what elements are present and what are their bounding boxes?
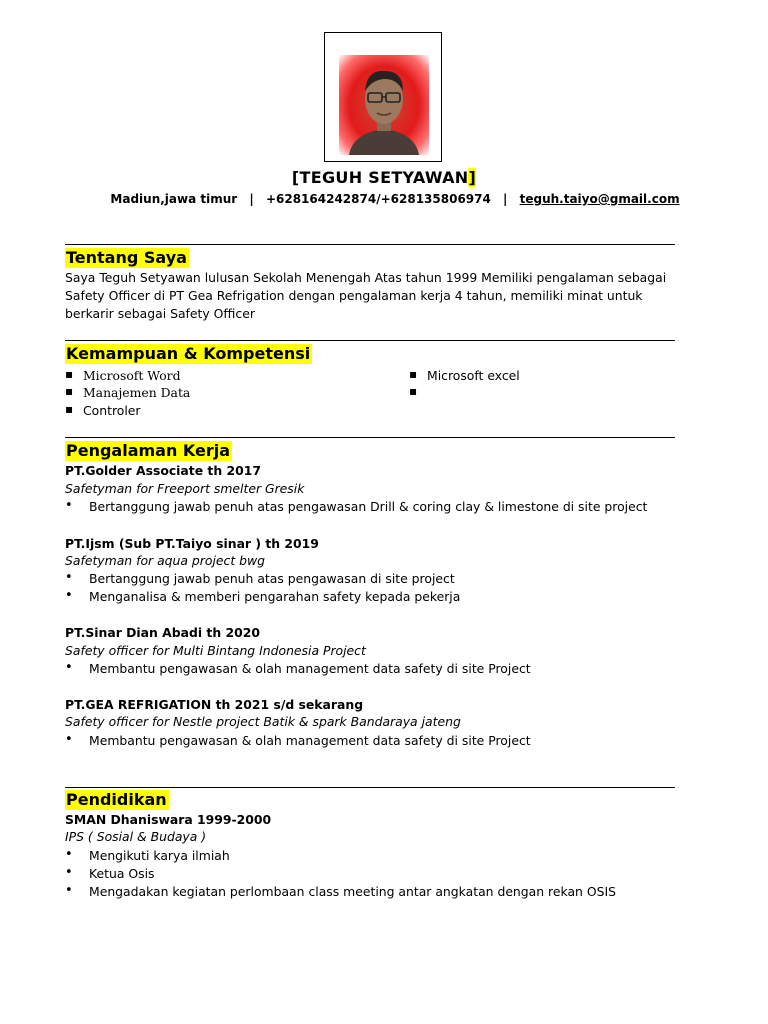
education-item: Mengikuti karya ilmiah (89, 848, 230, 863)
section-divider (65, 437, 675, 438)
round-bullet-icon: • (65, 865, 73, 880)
about-section-title: Tentang Saya (66, 248, 187, 267)
round-bullet-icon: • (65, 883, 73, 898)
round-bullet-icon: • (65, 732, 73, 747)
skill-item: Microsoft Word (83, 368, 181, 383)
job-company: PT.GEA REFRIGATION th 2021 s/d sekarang (65, 697, 364, 712)
contact-separator: | (503, 192, 508, 206)
section-divider (65, 340, 675, 341)
job-company: PT.Sinar Dian Abadi th 2020 (65, 625, 260, 640)
round-bullet-icon: • (65, 588, 73, 603)
education-major: IPS ( Sosial & Budaya ) (65, 829, 207, 844)
contact-separator: | (249, 192, 254, 206)
square-bullet-icon: ▪ (409, 384, 418, 398)
section-divider (65, 787, 675, 788)
round-bullet-icon: • (65, 570, 73, 585)
skill-item: Controler (83, 403, 141, 418)
candidate-name-line (0, 168, 768, 187)
education-item: Mengadakan kegiatan perlombaan class meeting antar angkatan dengan rekan OSIS (89, 884, 616, 899)
education-item: Ketua Osis (89, 866, 155, 881)
job-task: Membantu pengawasan & olah management data safety di site Project (89, 733, 531, 748)
section-divider (65, 244, 675, 245)
job-role: Safetyman for aqua project bwg (65, 553, 265, 568)
round-bullet-icon: • (65, 847, 73, 862)
square-bullet-icon: ▪ (409, 367, 418, 381)
contact-location: Madiun,jawa timur (110, 192, 238, 206)
contact-email-link[interactable]: teguh.taiyo@gmail.com (519, 192, 680, 206)
job-company: PT.Ijsm (Sub PT.Taiyo sinar ) th 2019 (65, 536, 319, 551)
candidate-name: TEGUH SETYAWAN (299, 168, 469, 187)
profile-photo (339, 55, 429, 155)
job-task: Menganalisa & memberi pengarahan safety kepada pekerja (89, 589, 461, 604)
experience-section-title: Pengalaman Kerja (66, 441, 231, 460)
job-role: Safety officer for Multi Bintang Indonesia Project (65, 643, 366, 658)
skills-section-title: Kemampuan & Kompetensi (66, 344, 311, 363)
education-section-title: Pendidikan (66, 790, 167, 809)
name-bracket-open: [ (291, 168, 300, 187)
job-task: Bertanggung jawab penuh atas pengawasan di site project (89, 571, 455, 586)
job-company: PT.Golder Associate th 2017 (65, 463, 261, 478)
job-role: Safetyman for Freeport smelter Gresik (65, 481, 305, 496)
square-bullet-icon: ▪ (65, 384, 74, 398)
about-line: berkarir sebagai Safety Officer (65, 306, 255, 321)
education-school: SMAN Dhaniswara 1999-2000 (65, 812, 272, 827)
square-bullet-icon: ▪ (65, 402, 74, 416)
about-line: Safety Officer di PT Gea Refrigation dengan pengalaman kerja 4 tahun, memiliki minat untuk (65, 288, 643, 303)
name-bracket-close: ] (468, 168, 477, 187)
round-bullet-icon: • (65, 660, 73, 675)
profile-photo-frame (324, 32, 442, 162)
job-task: Membantu pengawasan & olah management data safety di site Project (89, 661, 531, 676)
skill-item: Microsoft excel (427, 368, 520, 383)
square-bullet-icon: ▪ (65, 367, 74, 381)
job-role: Safety officer for Nestle project Batik & spark Bandaraya jateng (65, 714, 461, 729)
contact-phone: +628164242874/+628135806974 (265, 192, 491, 206)
skill-item: Manajemen Data (83, 385, 191, 400)
contact-line (0, 192, 768, 206)
round-bullet-icon: • (65, 498, 73, 513)
about-line: Saya Teguh Setyawan lulusan Sekolah Menengah Atas tahun 1999 Memiliki pengalaman sebagai (65, 270, 667, 285)
job-task: Bertanggung jawab penuh atas pengawasan Drill & coring clay & limestone di site project (89, 499, 648, 514)
